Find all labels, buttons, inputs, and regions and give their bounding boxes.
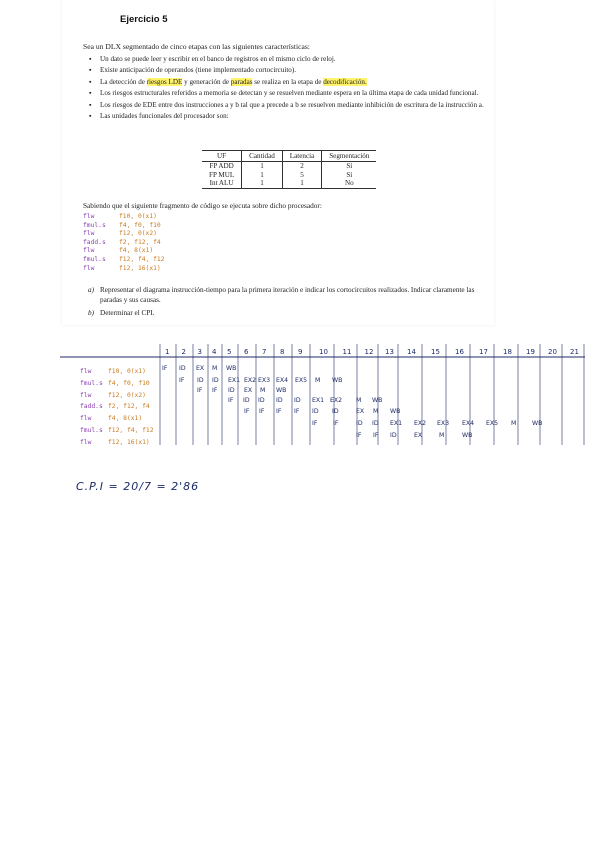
stage-mark: EX — [356, 408, 365, 415]
highlighted-text: riesgos LDE — [146, 77, 183, 86]
stage-mark: ID — [372, 420, 379, 427]
table-cell: Sí — [346, 170, 353, 179]
stage-mark: ID — [294, 397, 301, 404]
cycle-grid — [160, 344, 584, 445]
stage-mark: IF — [228, 397, 234, 404]
task-label: b) — [88, 309, 94, 318]
stage-mark: EX3 — [258, 377, 271, 384]
cycle-numbers — [165, 348, 579, 356]
cycle-number: 7 — [262, 348, 267, 356]
stage-mark: WB — [276, 387, 287, 394]
table-cell: FP MUL — [202, 171, 242, 180]
stage-mark: IF — [197, 387, 203, 394]
table-cell: 1 — [242, 162, 283, 171]
answer-code-listing — [80, 366, 154, 449]
table-cell: 5 — [282, 171, 321, 180]
table-cell: No — [322, 179, 377, 188]
stage-mark: EX1 — [228, 377, 241, 384]
cycle-number: 5 — [227, 348, 232, 356]
stage-mark: IF — [179, 377, 185, 384]
code-line — [80, 366, 154, 378]
code-opcode: fmul.s — [80, 426, 103, 434]
feature-text: Un dato se puede leer y escribir en el banco de registros en el mismo ciclo de reloj. — [100, 55, 336, 63]
stage-mark: ID — [179, 365, 186, 372]
code-opcode: flw — [80, 438, 92, 446]
highlighted-text: decodificación. — [323, 77, 367, 86]
stage-mark: EX — [414, 432, 423, 439]
code-line — [80, 425, 154, 437]
exercise-title: Ejercicio 5 — [120, 14, 168, 25]
code-operands: f2, f12, f4 — [108, 403, 150, 411]
task-text: Representar el diagrama instrucción-tiempo para la primera iteración e indicar los cortocircuitos realizados. Indicar claramente las paradas y sus causas. — [100, 286, 475, 304]
stage-mark: M — [511, 420, 517, 427]
code-operands: f12, 16(x1) — [119, 264, 161, 272]
stage-mark: M — [356, 397, 362, 404]
cycle-number: 19 — [526, 348, 535, 356]
exercise-intro: Sea un DLX segmentado de cinco etapas con las siguientes características: — [83, 42, 310, 51]
code-line — [80, 413, 154, 425]
stage-mark: M — [439, 432, 445, 439]
code-opcode: flw — [80, 391, 92, 399]
stage-mark: EX — [196, 365, 205, 372]
stage-mark: M — [373, 408, 379, 415]
cycle-number: 10 — [319, 348, 328, 356]
table-cell: 2 — [282, 162, 321, 171]
code-opcode: fadd.s — [80, 403, 103, 411]
highlighted-text: paradas — [230, 77, 253, 86]
cycle-number: 15 — [431, 348, 440, 356]
stage-mark: IF — [259, 408, 265, 415]
feature-text: Existe anticipación de operandos (tiene implementado cortocircuito). — [100, 66, 296, 75]
code-operands: f4, 8(x1) — [108, 415, 143, 423]
task-text: Determinar el CPI. — [100, 309, 155, 318]
code-opcode: flw — [83, 213, 95, 220]
feature-text: y generación de — [182, 77, 231, 86]
cycle-number: 1 — [165, 348, 170, 356]
stage-mark: IF — [333, 420, 339, 427]
table-cell: FP ADD — [202, 162, 242, 171]
code-line — [80, 390, 154, 402]
stage-mark: WB — [332, 377, 343, 384]
code-opcode: fmul.s — [80, 379, 103, 387]
stage-mark: ID — [276, 397, 283, 404]
code-opcode: flw — [83, 230, 95, 238]
stage-mark: ID — [356, 420, 363, 427]
stage-mark: ID — [197, 377, 204, 384]
stage-mark: EX1 — [390, 420, 403, 427]
stage-mark: IF — [356, 432, 362, 439]
code-operands: f12, 0(x2) — [119, 230, 157, 238]
table-cell: 1 — [242, 179, 283, 188]
stage-mark: ID — [212, 377, 219, 384]
code-opcode: flw — [80, 415, 92, 423]
code-operands: f12, 0(x2) — [108, 391, 146, 399]
cycle-number: 13 — [385, 348, 394, 356]
stage-mark: IF — [373, 432, 379, 439]
code-operands: f4, f0, f10 — [108, 379, 150, 387]
stage-mark: IF — [276, 408, 282, 415]
table-cell: 1 — [242, 171, 283, 180]
stage-mark: IF — [312, 420, 318, 427]
feature-text: Las unidades funcionales del procesador son: — [100, 111, 229, 120]
stage-mark: M — [212, 365, 218, 372]
code-lead-text: Sabiendo que el siguiente fragmento de código se ejecuta sobre dicho procesador: — [83, 201, 322, 210]
code-operands: f12, f4, f12 — [119, 255, 165, 263]
stage-mark: M — [260, 387, 266, 394]
stage-mark: ID — [312, 408, 319, 415]
cycle-number: 20 — [548, 348, 557, 356]
stage-mark: EX5 — [295, 377, 308, 384]
code-operands: f4, f0, f10 — [119, 221, 161, 229]
table-header: Latencia — [282, 151, 321, 162]
feature-text: Los riesgos de EDE entre dos instrucciones a y b tal que a precede a b se resuelven mediante inhibición de escritura de la instrucción a. — [100, 100, 484, 109]
cycle-number: 3 — [197, 348, 202, 356]
stage-mark: EX4 — [462, 420, 475, 427]
stage-mark: WB — [532, 420, 543, 427]
stage-mark: ID — [390, 432, 397, 439]
code-operands: f4, 8(x1) — [119, 247, 154, 255]
code-operands: f10, 0(x1) — [119, 213, 157, 220]
stage-mark: WB — [390, 408, 401, 415]
stage-mark: ID — [258, 397, 265, 404]
feature-text: se realiza en la etapa de — [252, 77, 324, 86]
cycle-number: 16 — [455, 348, 464, 356]
table-header: UF — [202, 151, 242, 162]
stage-mark: EX — [244, 387, 253, 394]
stage-mark: IF — [294, 408, 300, 415]
stage-mark: WB — [462, 432, 473, 439]
stage-mark: WB — [226, 365, 237, 372]
cycle-number: 17 — [479, 348, 488, 356]
stage-mark: EX4 — [276, 377, 289, 384]
stage-mark: IF — [244, 408, 250, 415]
stage-mark: ID — [332, 408, 339, 415]
code-opcode: fmul.s — [83, 255, 106, 263]
table-cell: Sí — [346, 162, 353, 170]
feature-text: Los riesgos estructurales referidos a memoria se detectan y se resuelven mediante espera en la última etapa de cada unidad funcional. — [100, 89, 479, 98]
stage-mark: ID — [243, 397, 250, 404]
feature-text: La detección de — [100, 77, 147, 86]
stage-mark: EX3 — [437, 420, 450, 427]
code-operands: f12, 16(x1) — [108, 438, 150, 446]
stage-marks — [162, 365, 542, 439]
table-cell: 1 — [282, 179, 321, 188]
cycle-number: 8 — [280, 348, 285, 356]
stage-mark: IF — [212, 387, 218, 394]
code-opcode: fmul.s — [83, 221, 106, 229]
stage-mark: EX2 — [244, 377, 257, 384]
code-operands: f10, 0(x1) — [108, 368, 146, 375]
code-operands: f12, f4, f12 — [108, 426, 154, 434]
cycle-number: 18 — [503, 348, 512, 356]
code-operands: f2, f12, f4 — [119, 238, 161, 246]
code-line — [80, 437, 154, 449]
code-line — [80, 401, 154, 413]
cpi-result: C.P.I = 20/7 = 2'86 — [76, 480, 200, 493]
stage-mark: IF — [162, 365, 168, 372]
cycle-number: 21 — [570, 348, 579, 356]
cycle-number: 4 — [212, 348, 217, 356]
stage-mark: M — [315, 377, 321, 384]
code-opcode: flw — [83, 247, 95, 255]
task-label: a) — [88, 286, 94, 294]
table-cell: Int ALU — [202, 179, 242, 188]
cycle-number: 6 — [244, 348, 249, 356]
code-line — [80, 378, 154, 390]
table-header: Cantidad — [242, 151, 283, 162]
stage-mark: EX1 — [312, 397, 325, 404]
cycle-number: 12 — [364, 348, 374, 356]
stage-mark: ID — [228, 387, 235, 394]
cycle-number: 14 — [407, 348, 416, 356]
cycle-number: 2 — [181, 348, 186, 356]
cycle-number: 11 — [342, 348, 352, 356]
stage-mark: EX5 — [486, 420, 499, 427]
code-opcode: flw — [80, 368, 92, 375]
code-opcode: fadd.s — [83, 238, 106, 246]
code-opcode: flw — [83, 264, 95, 272]
cycle-number: 9 — [298, 348, 303, 356]
table-header: Segmentación — [322, 151, 377, 162]
stage-mark: EX2 — [414, 420, 427, 427]
stage-mark: EX2 — [330, 397, 343, 404]
stage-mark: WB — [372, 397, 383, 404]
